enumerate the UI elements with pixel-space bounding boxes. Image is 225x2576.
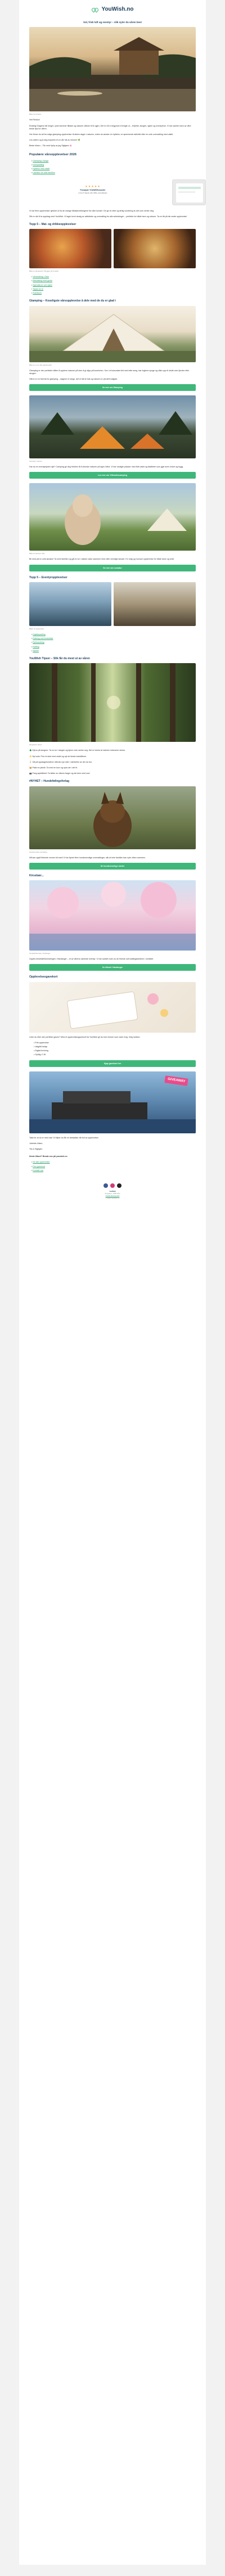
giveaway-badge: GIVEAWAY (164, 1075, 188, 1086)
rating-label: Fornøyde YOUWISH-kunder (80, 188, 106, 191)
gift-item: • Gyldig i 2 år (34, 1053, 196, 1056)
gift-button[interactable]: Kjøp gavekort her (29, 1060, 196, 1067)
cherry-paragraph: Opplev kirsebærblomstringen i Hardanger – et av vårens vakreste eventyr. Vi har samlet noen av de fineste overnattingsstedene i området. (29, 958, 154, 961)
giveaway-image[interactable] (29, 1071, 196, 1133)
stars-icon: ★★★★★ (85, 184, 101, 188)
footer-links (32, 1161, 196, 1172)
greeting: Hei Reidun! (29, 119, 40, 121)
lama-image[interactable] (29, 483, 196, 551)
intro-paragraph: Endelig! Dagene blir lengre, lyset kommer tilbake og naturen våkner til liv igjen. Det er nå vi begynner å lengte ut – til fjellet, skogen, sjøen og eventyrene. Vi har samlet noen av våre beste tips for våren. (29, 124, 191, 130)
forest-caption: Skogsbad i vårsol (29, 744, 42, 746)
activity-link[interactable]: Fjellvandring (33, 641, 44, 644)
cherry-image[interactable] (29, 880, 196, 951)
dog-illustration (29, 786, 196, 849)
activity-caption: Bilder fra opplevelser (29, 627, 44, 630)
dog-caption: Hundevennlig overnatting (29, 850, 47, 853)
forest-illustration (29, 663, 196, 742)
camping-tents-illustration (29, 395, 196, 458)
phone-mockup (172, 179, 206, 205)
food-caption: Bilde av Restaurant / Bryggeri på Youwish (29, 270, 59, 273)
gift-title: Opplevelsesgavekort (29, 975, 58, 979)
blossom-illustration (29, 880, 196, 951)
food-link[interactable]: Ølsmaking med guide (33, 280, 53, 282)
footer-links-label: Neste tilbud? Besøk oss på youwish.no (29, 1155, 68, 1158)
brand-name[interactable]: YouWish.no (101, 6, 134, 12)
rating-score: 4.9 av 5 basert på 2 000+ anmeldelser (78, 191, 107, 194)
intro-paragraph: Les videre og la deg inspirere til en vår full av minner! 🌿 (29, 139, 80, 142)
activity-links (32, 633, 196, 652)
lama-button[interactable]: Se mer om Lamatur (29, 565, 196, 571)
tip-item: 📷 Fang øyeblikket: Ta bilder av vårens farger og del dem med oss! (29, 772, 90, 775)
rating-row (19, 179, 206, 205)
gift-item: • Valgfritt beløp (34, 1046, 196, 1048)
cherry-button[interactable]: Se tilbud i Hardanger (29, 964, 196, 971)
signoff-short: Beste hilsen – Tilo med hjelp av jeg Sigbjørn 🌸 (29, 145, 73, 147)
popular-title: Populære vårsopplevelser 2026 (29, 152, 76, 156)
forest-image[interactable] (29, 663, 196, 742)
cherry-caption: Kirsebærblomster i Hardanger (29, 952, 51, 955)
food-link[interactable]: Vinsmaking i Oslo (33, 276, 49, 278)
hero-image[interactable] (29, 27, 196, 111)
tip-item: 🌲 Kjenn på skogsro: Ta en tur i skogen og kjenn roen senke seg. Det er bevist at naturen reduserer stress. (29, 749, 126, 752)
rating-card (62, 179, 124, 205)
petweek-button[interactable]: Se hundevennlige steder (29, 863, 196, 870)
unsubscribe-link[interactable]: Avslutt abonnement (105, 1195, 120, 1197)
food-image[interactable] (29, 229, 111, 268)
top5-food-title: Topp 5 – Mat- og drikkeopplevelser (29, 222, 76, 226)
giftcard-illustration (29, 982, 196, 1033)
review-paragraph: Vi har flere opplevelser sjekket ut fra de mange tilbakemeldingene fra våre kunder. De gir en ekte og ærlig vurdering av det som venter deg. (29, 209, 154, 212)
facebook-icon[interactable] (104, 1183, 108, 1188)
email-container (19, 0, 206, 2565)
tiktok-icon[interactable] (117, 1183, 122, 1188)
review-paragraph: Slik er det å ta oppdrag med YouWish: Vi lager bred utvalg av aktiviteter og ovenatting for alle anledninger – perfekte for både barn og voksne. Ta en titt på din neste opplevelse! (29, 215, 187, 218)
food-image[interactable] (114, 229, 196, 268)
tip-item: 🧺 Pakk en piknik: Ta med en kurv og spis ute i det fri. (29, 766, 78, 769)
popular-link[interactable]: Hyttetur med utsikt (33, 168, 50, 170)
food-link[interactable]: Sjømatkurs ved sjøen (33, 283, 53, 286)
activity-link[interactable]: Kajakkpadling (33, 633, 46, 636)
tips-title: YouWish Tipser – Slik får du mest ut av våren (29, 657, 90, 660)
header (19, 0, 206, 19)
activity-link[interactable]: Rafting (33, 645, 39, 648)
activity-image-grid (29, 582, 196, 626)
dog-image[interactable] (29, 786, 196, 849)
closing-paragraph: Takk for at du er med oss! Vi håper du får en fantastisk vår full av opplevelser. (29, 1136, 99, 1139)
instagram-icon[interactable] (110, 1183, 115, 1188)
gift-item: • Digital levering (34, 1050, 196, 1052)
footer-link[interactable]: Finn gavekort (33, 1165, 46, 1168)
activity-link[interactable]: Zipline (33, 649, 39, 652)
glamping-paragraph: Glamping er den perfekte måten å oppleve naturen på uten å gi slipp på komforten. Sov i et luksuriøst telt med ekte seng, hør fuglene synge og våkn opp til utsikt over fjorden eller skogen. (29, 369, 190, 375)
footer-address: Storgata 1, 0155 Oslo (105, 1192, 120, 1195)
camping-image[interactable] (29, 395, 196, 458)
footer-brand: YouWish (109, 1190, 116, 1192)
gift-list (34, 1042, 196, 1057)
top5-activity-title: Topp 5 – Eventyropplevelser (29, 575, 68, 579)
footer-copyright: © 2026 YouWish.no (105, 1197, 120, 1200)
camping-button[interactable]: Les mer om Villmarkscamping (29, 472, 196, 479)
gift-item: • Fritt opplevelse (34, 1042, 196, 1044)
footer-link[interactable]: Se alle opplevelser (33, 1161, 50, 1164)
camping-paragraph: Har du en eventyrlysten sjel? Camping gir deg friheten til å utforske naturen på egen hånd. Vi har utvalgte plasser med flott utsikt og fasiliteter som gjør turen enkel og trygg. (29, 466, 184, 469)
glamping-image[interactable] (29, 306, 196, 362)
footer-link[interactable]: Kontakt oss (33, 1169, 44, 1172)
activity-image[interactable] (29, 582, 111, 626)
hero-caption: Bilde fra Kvitseid (29, 113, 41, 116)
activity-image[interactable] (114, 582, 196, 626)
popular-link[interactable]: Kanopadling (33, 163, 44, 166)
popular-link[interactable]: Glamping i Norge (33, 159, 49, 162)
tip-item: ☀️ Nyt sola: Finn et sted med utsikt og nyt de første solstrålene. (29, 755, 87, 758)
popular-links (32, 160, 196, 175)
lama-paragraph: Bli med på en unik lamatur! Ta med familien og gå en tur i vakker natur sammen med våre vennlige lamaer. En rolig og morsom opplevelse for både store og små. (29, 558, 174, 561)
logo-icon (92, 7, 100, 12)
tent-illustration (29, 306, 196, 362)
lama-caption: Bilde av lamaene våre (29, 552, 45, 555)
food-link[interactable]: Tapas for to (33, 287, 43, 290)
activity-link[interactable]: Klatring med instruktør (33, 637, 53, 640)
closing-sig: Jubelvis hilsen, (29, 1142, 43, 1145)
popular-link[interactable]: Lamatur for hele familien (33, 172, 55, 174)
lama-illustration (29, 483, 196, 551)
tagline: Sol, frisk luft og eventyr – slik nyter du våren best (83, 21, 142, 24)
lake-cabin-illustration (29, 27, 196, 111)
petweek-paragraph: Nå kan også firbeinte venner bli med! Vi har åpnet flere hundevennlige overnattinger, slik at hele familien kan nyte våren sammen. (29, 856, 146, 859)
social-row (19, 1183, 206, 1188)
closing-name: Tilo & Sigbjørn (29, 1147, 43, 1150)
glamping-button[interactable]: Se mer om Glamping (29, 384, 196, 391)
footer (19, 1176, 206, 1199)
petweek-title: #NYHET – Hundefølingsforlag (29, 780, 70, 783)
gift-image[interactable] (29, 982, 196, 1033)
camping-caption: Camping i naturen (29, 460, 42, 463)
glamping-caption: Bilde av en av våre glampingtelt (29, 363, 52, 366)
gift-paragraph: Leter du etter den perfekte gaven? Med et opplevelsesgavekort fra YouWish gir du bort minner som varer evig. Velg mellom: (29, 1035, 141, 1038)
glamping-title: Glamping – Koseligste vårsopplevelse å dele med de du er glad i (29, 299, 116, 303)
tip-item: 🚶 Gå på oppdagelsesferd: Utforsk nye stier i nærheten av der du bor. (29, 760, 92, 763)
intro-paragraph: Her finner du alt fra rolige glamping-opplevelser til aktive dager i naturen, enten du ønsker en hyttetur, en spennende aktivitet eller en unik overnatting med utsikt. (29, 133, 174, 136)
glamping-paragraph: Våren er en flott tid for glamping – dagene er lange, det er færre folk og naturen er på sitt frodigste. (29, 377, 118, 380)
food-link[interactable]: Sushikurs (33, 292, 42, 295)
food-links (32, 276, 196, 295)
food-image-grid (29, 229, 196, 268)
cherry-title: Kirsebær... (29, 873, 44, 877)
